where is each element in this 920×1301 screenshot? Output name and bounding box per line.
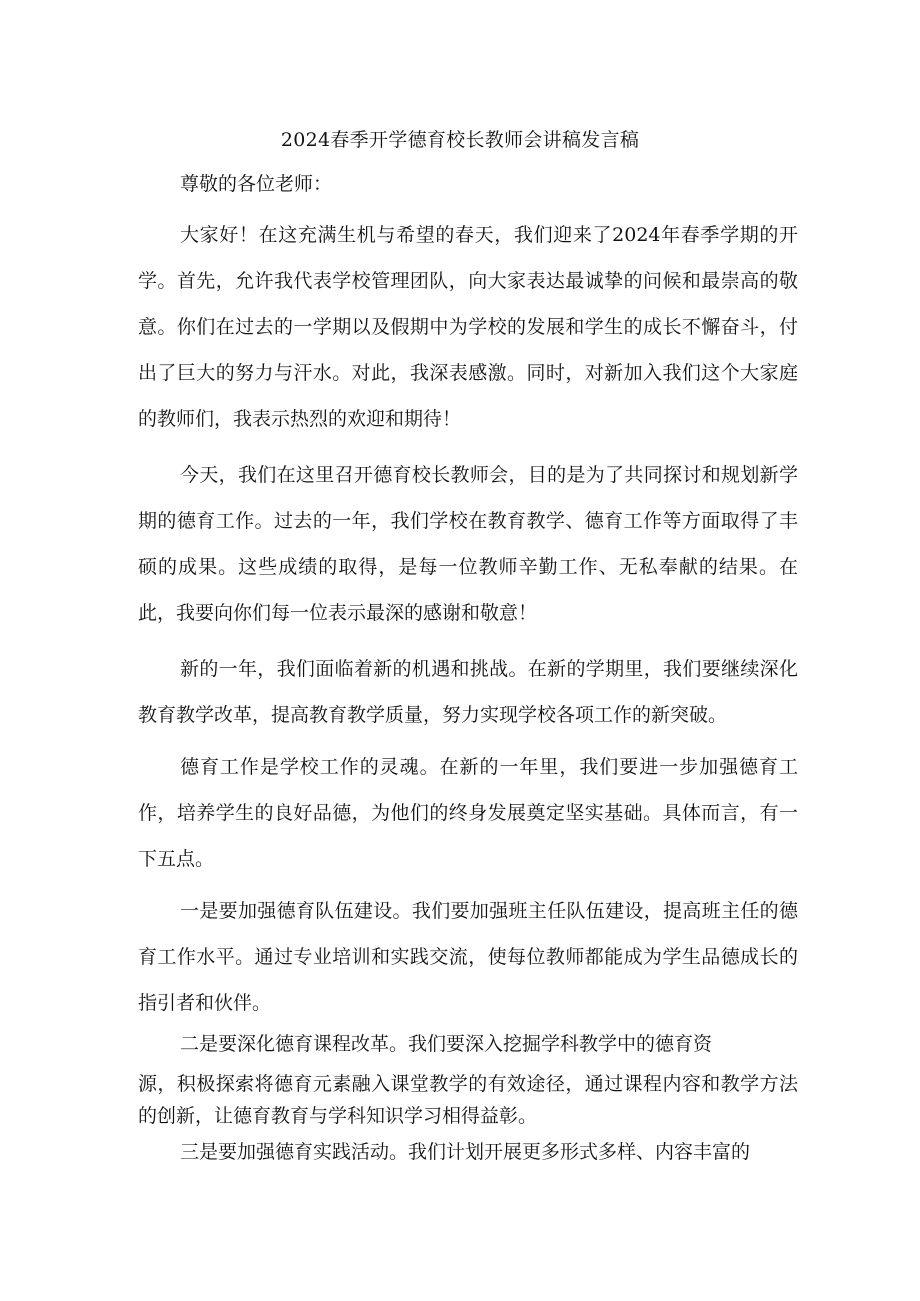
paragraph-point-one: 一是要加强德育队伍建设。我们要加强班主任队伍建设，提高班主任的德育工作水平。通过专业培训和实践交流，使每位教师都能成为学生品德成长的指引者和伙伴。 [138, 900, 798, 1014]
paragraph-point-two-start: 二是要深化德育课程改革。我们要深入挖掘学科教学中的德育资 [180, 1033, 713, 1055]
salutation: 尊敬的各位老师： [180, 173, 333, 195]
paragraph-moral-education: 德育工作是学校工作的灵魂。在新的一年里，我们要进一步加强德育工作，培养学生的良好品德，为他们的终身发展奠定坚实基础。具体而言，有一下五点。 [138, 756, 798, 870]
paragraph-new-year: 新的一年，我们面临着新的机遇和挑战。在新的学期里，我们要继续深化教育教学改革，提高教育教学质量，努力实现学校各项工作的新突破。 [138, 658, 798, 726]
paragraph-point-two-continued: 源，积极探索将德育元素融入课堂教学的有效途径，通过课程内容和教学方法的创新，让德育教育与学科知识学习相得益彰。 [138, 1073, 798, 1127]
paragraph-greeting: 大家好！在这充满生机与希望的春天，我们迎来了2024年春季学期的开学。首先，允许我代表学校管理团队，向大家表达最诚挚的问候和最崇高的敬意。你们在过去的一学期以及假期中为学校的发展和学生的成长不懈奋斗，付出了巨大的努力与汗水。对此，我深表感激。同时，对新加入我们这个大家庭的教师们，我表示热烈的欢迎和期待！ [138, 224, 798, 430]
paragraph-meeting-purpose: 今天，我们在这里召开德育校长教师会，目的是为了共同探讨和规划新学期的德育工作。过去的一年，我们学校在教育教学、德育工作等方面取得了丰硕的成果。这些成绩的取得，是每一位教师辛勤工作、无私奉献的结果。在此，我要向你们每一位表示最深的感谢和敬意！ [138, 464, 798, 624]
document-title: 2024春季开学德育校长教师会讲稿发言稿 [280, 129, 640, 151]
paragraph-point-three: 三是要加强德育实践活动。我们计划开展更多形式多样、内容丰富的 [180, 1141, 751, 1163]
